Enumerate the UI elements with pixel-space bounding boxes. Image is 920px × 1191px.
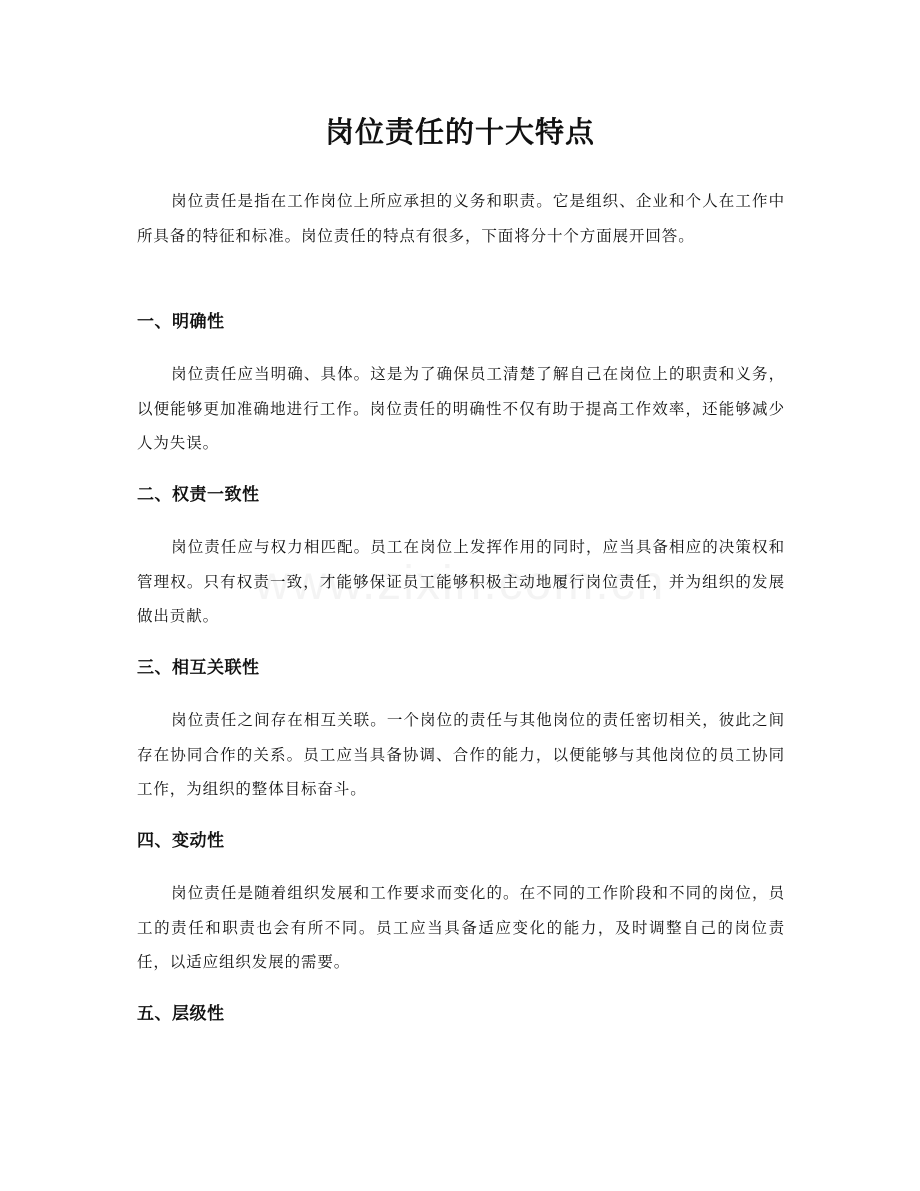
section-heading: 四、变动性 [137,831,225,851]
section-1 [137,308,785,336]
section-4-body [137,876,785,980]
section-1-body [137,357,785,461]
section-3 [137,654,785,682]
section-heading: 一、明确性 [137,312,225,332]
section-paragraph: 岗位责任应与权力相匹配。员工在岗位上发挥作用的同时，应当具备相应的决策权和管理权。只有权责一致，才能够保证员工能够积极主动地履行岗位责任，并为组织的发展做出贡献。 [137,538,785,625]
section-paragraph: 岗位责任是随着组织发展和工作要求而变化的。在不同的工作阶段和不同的岗位，员工的责任和职责也会有所不同。员工应当具备适应变化的能力，及时调整自己的岗位责任，以适应组织发展的需要。 [137,884,785,971]
section-2 [137,481,785,509]
section-paragraph: 岗位责任之间存在相互关联。一个岗位的责任与其他岗位的责任密切相关，彼此之间存在协同合作的关系。员工应当具备协调、合作的能力，以便能够与其他岗位的员工协同工作，为组织的整体目标奋斗。 [137,711,785,798]
section-4 [137,827,785,855]
intro-block [137,184,785,253]
section-3-body [137,703,785,807]
section-5 [137,1000,785,1028]
section-2-body [137,530,785,634]
section-heading: 三、相互关联性 [137,658,260,678]
section-heading: 五、层级性 [137,1004,225,1024]
section-paragraph: 岗位责任应当明确、具体。这是为了确保员工清楚了解自己在岗位上的职责和义务，以便能够更加准确地进行工作。岗位责任的明确性不仅有助于提高工作效率，还能够减少人为失误。 [137,365,785,452]
intro-paragraph: 岗位责任是指在工作岗位上所应承担的义务和职责。它是组织、企业和个人在工作中所具备的特征和标准。岗位责任的特点有很多，下面将分十个方面展开回答。 [137,192,785,245]
section-heading: 二、权责一致性 [137,485,260,505]
document-title: 岗位责任的十大特点 [324,115,595,149]
